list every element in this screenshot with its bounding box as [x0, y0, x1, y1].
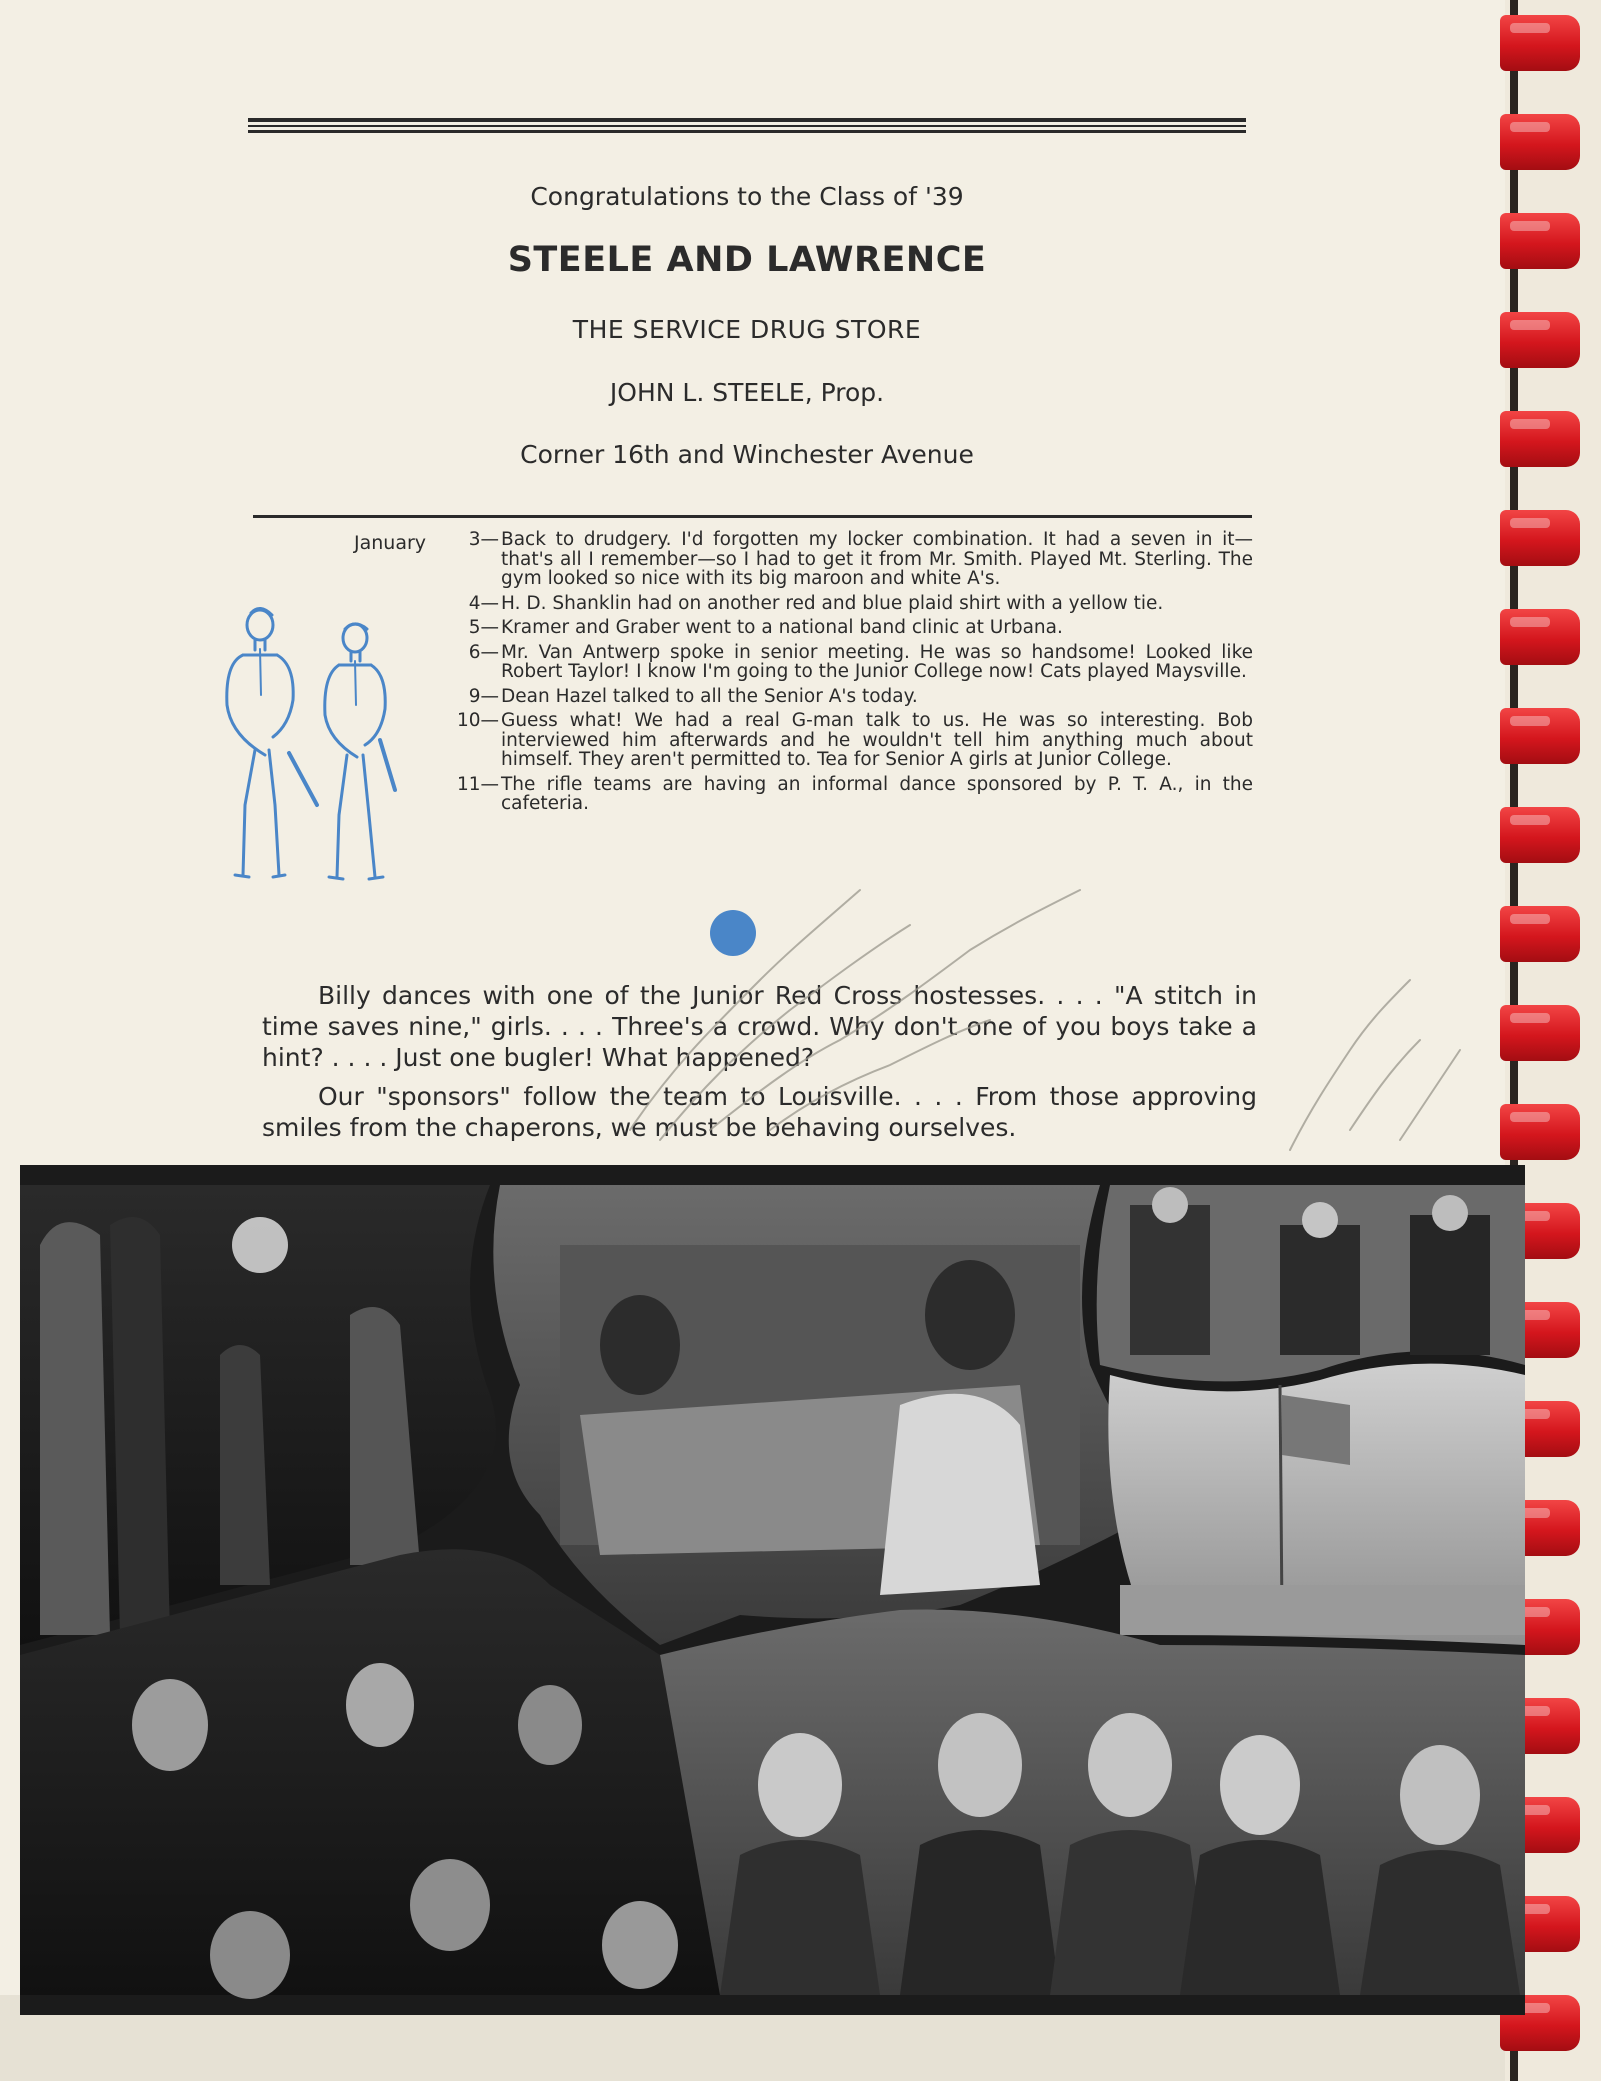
- store-name: STEELE AND LAWRENCE: [507, 240, 987, 280]
- binding-coil: [1500, 510, 1580, 566]
- entry-text: Mr. Van Antwerp spoke in senior meeting. He was so handsome! Looked like Robert Taylor! I know I'm going to the Junior College now! Cats played Maysville.: [501, 641, 1253, 682]
- students-photo: [1097, 1185, 1525, 1381]
- photo-caption: Billy dances with one of the Junior Red Cross hostesses. . . . "A stitch in time saves nine," girls. . . . Three's a crowd. Why don't one of you boys take a hint? . . . . Just one bugler! What happened?: [262, 981, 1257, 1072]
- diary-entry: [455, 530, 1253, 589]
- binding-coil: [1500, 1104, 1580, 1160]
- store-address: Corner 16th and Winchester Avenue: [520, 440, 974, 469]
- band-members-illustration: [215, 605, 415, 915]
- entry-day: 4—: [468, 592, 499, 614]
- header-rule-bottom: [248, 130, 1246, 133]
- entry-text: Kramer and Graber went to a national band clinic at Urbana.: [501, 617, 1063, 638]
- entry-day: 10—: [456, 710, 499, 731]
- diary-entry: [455, 687, 1253, 707]
- entry-day: 3—: [468, 529, 499, 550]
- congratulations-line: Congratulations to the Class of '39: [530, 182, 964, 211]
- binding-coil: [1500, 114, 1580, 170]
- entry-day: 9—: [468, 685, 499, 707]
- chaperons-photo: [660, 1609, 1525, 1995]
- diary-entry: [455, 643, 1253, 682]
- entry-day: 6—: [468, 641, 499, 663]
- entry-text: Guess what! We had a real G-man talk to us. He was so interesting. Bob interviewed him afterwards and he wouldn't tell him anything much about himself. They aren't permitted to. Tea for Senior A girls at Junior College.: [501, 710, 1253, 770]
- photo-caption: Our "sponsors" follow the team to Louisville. . . . From those approving smiles from the chaperons, we must be behaving ourselves.: [262, 1082, 1257, 1142]
- binding-coil: [1500, 15, 1580, 71]
- diary-entry: [455, 711, 1253, 770]
- flagpole-photo: [1108, 1364, 1525, 1645]
- entry-text: H. D. Shanklin had on another red and blue plaid shirt with a yellow tie.: [501, 592, 1164, 614]
- binding-coil: [1500, 906, 1580, 962]
- entry-text: The rifle teams are having an informal dance sponsored by P. T. A., in the cafeteria.: [501, 773, 1253, 814]
- header-rule-top: [248, 118, 1246, 122]
- binding-coil: [1500, 1005, 1580, 1061]
- section-bullet: [710, 910, 756, 956]
- diary-entry: [455, 594, 1253, 614]
- entry-text: Dean Hazel talked to all the Senior A's today.: [501, 685, 918, 707]
- header-rule-middle: [248, 125, 1246, 127]
- binding-coil: [1500, 312, 1580, 368]
- diary-entries: [455, 530, 1253, 819]
- binding-coil: [1500, 609, 1580, 665]
- proprietor-line: JOHN L. STEELE, Prop.: [609, 378, 885, 407]
- binding-coil: [1500, 411, 1580, 467]
- diary-entry: [455, 775, 1253, 814]
- binding-coil: [1500, 807, 1580, 863]
- binding-coil: [1500, 213, 1580, 269]
- diary-month: January: [354, 532, 427, 554]
- photo-collage: [20, 1165, 1525, 2015]
- entry-day: 5—: [468, 617, 499, 638]
- diary-entry: [455, 618, 1253, 638]
- store-subtitle: THE SERVICE DRUG STORE: [572, 315, 922, 344]
- section-divider: [253, 515, 1252, 518]
- entry-day: 11—: [456, 773, 499, 795]
- entry-text: Back to drudgery. I'd forgotten my locker combination. It had a seven in it—that's all I remember—so I had to get it from Mr. Smith. Played Mt. Sterling. The gym looked so nice with its big maroon and white A's.: [501, 529, 1253, 589]
- binding-coil: [1500, 708, 1580, 764]
